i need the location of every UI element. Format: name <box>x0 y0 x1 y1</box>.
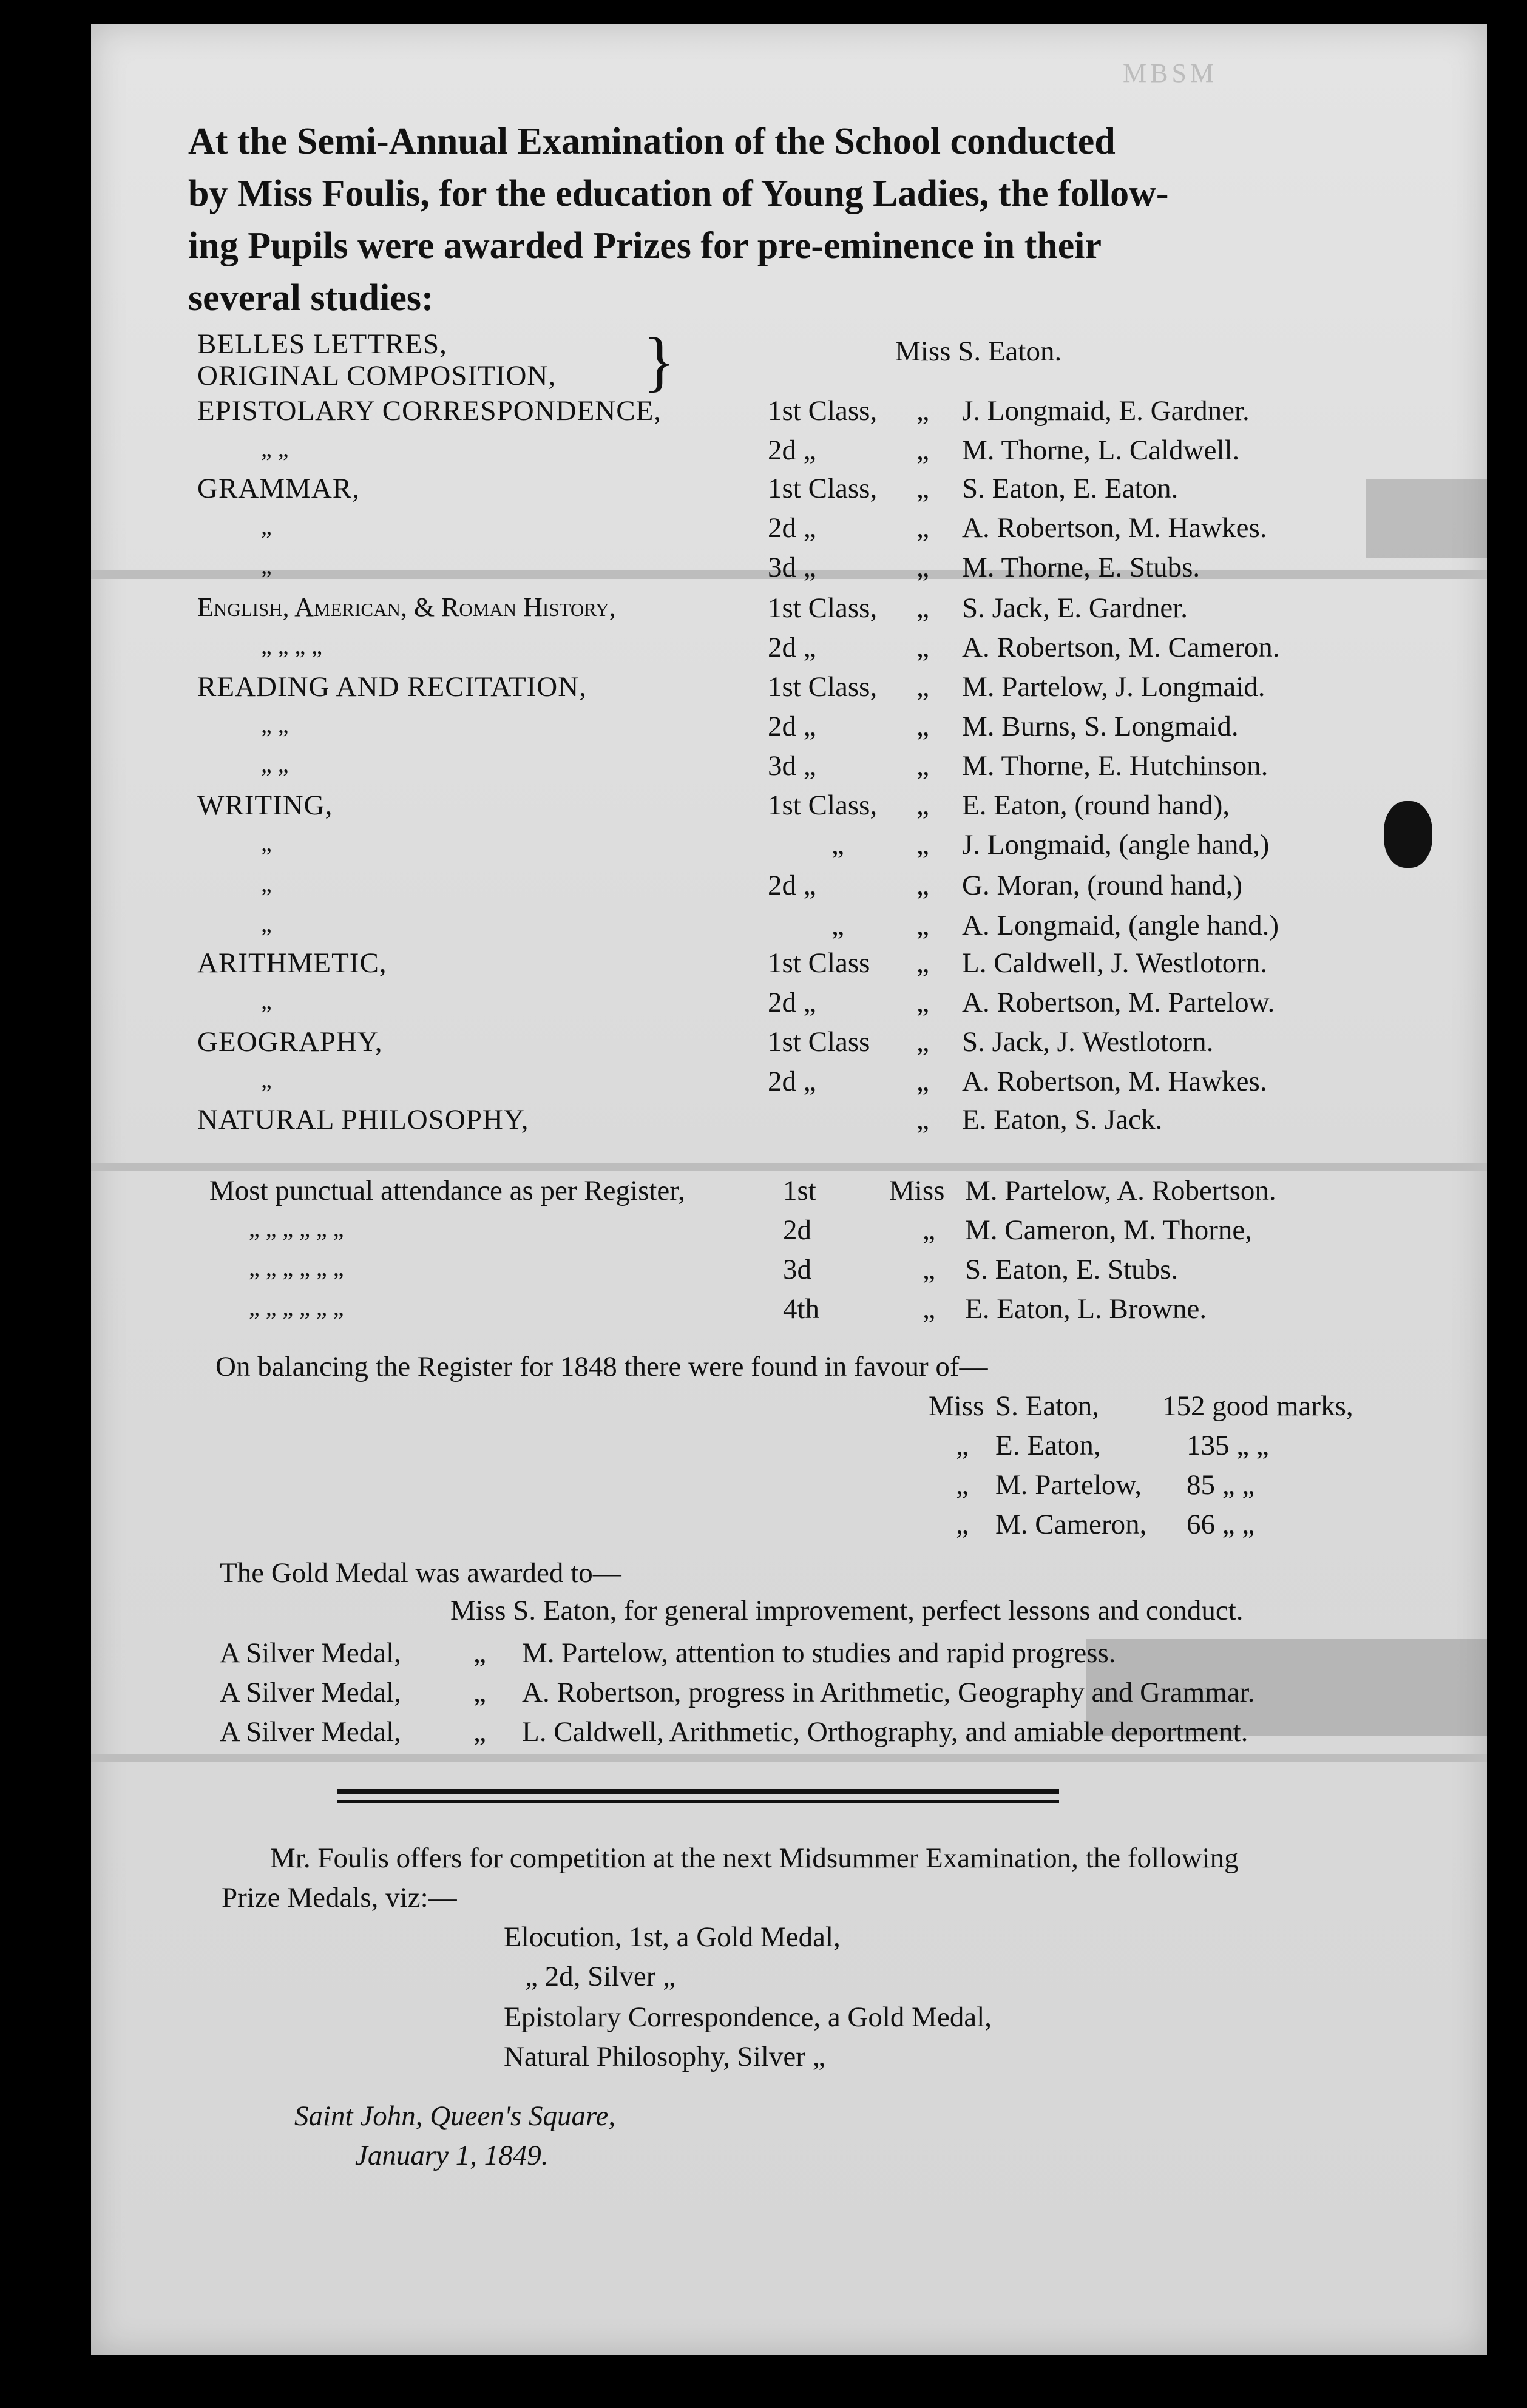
prize-ditto: „ <box>916 1066 929 1097</box>
silver-medal-label: A Silver Medal, <box>220 1716 401 1748</box>
offer-item: Epistolary Correspondence, a Gold Medal, <box>504 2001 992 2033</box>
prize-subject: „ „ <box>261 711 289 738</box>
title-line: several studies: <box>188 277 434 319</box>
prize-subject: „ <box>261 1066 272 1093</box>
prize-subject: „ <box>261 870 272 897</box>
fold-line <box>91 1754 1487 1762</box>
prize-ditto: „ <box>916 632 929 663</box>
prize-subject: GRAMMAR, <box>197 473 360 504</box>
prize-names: M. Partelow, J. Longmaid. <box>962 671 1265 703</box>
offer-line: Prize Medals, viz:— <box>222 1882 457 1913</box>
prize-ditto: „ <box>916 512 929 544</box>
attendance-label: „ „ „ „ „ „ <box>249 1293 344 1321</box>
offer-item: Natural Philosophy, Silver „ <box>504 2041 825 2072</box>
prize-class: 1st Class <box>768 947 870 979</box>
silver-medal-text: A. Robertson, progress in Arithmetic, Geography and Grammar. <box>522 1677 1255 1708</box>
attendance-ditto: Miss <box>889 1175 945 1206</box>
prize-names: M. Thorne, E. Stubs. <box>962 552 1200 583</box>
prize-class: 2d „ <box>768 870 816 901</box>
silver-medal-ditto: „ <box>473 1637 486 1669</box>
footer-place: Saint John, Queen's Square, <box>294 2100 616 2132</box>
prize-ditto: „ <box>916 790 929 821</box>
attendance-label: „ „ „ „ „ „ <box>249 1214 344 1242</box>
prize-names: E. Eaton, (round hand), <box>962 790 1230 821</box>
prize-subject: „ „ <box>261 435 289 462</box>
ink-blot <box>1384 801 1432 868</box>
brace: } <box>643 324 675 398</box>
prize-names: L. Caldwell, J. Westlotorn. <box>962 947 1268 979</box>
prize-class: 2d „ <box>768 987 816 1018</box>
register-ditto: „ <box>956 1469 969 1501</box>
silver-medal-ditto: „ <box>473 1716 486 1748</box>
paper-stain <box>1366 479 1487 558</box>
prize-class: 1st Class, <box>768 790 878 821</box>
subject-original-composition: ORIGINAL COMPOSITION, <box>197 360 557 391</box>
prize-ditto: „ <box>916 1026 929 1058</box>
prize-ditto: „ <box>916 987 929 1018</box>
prize-names: A. Robertson, M. Partelow. <box>962 987 1275 1018</box>
prize-class: 1st Class <box>768 1026 870 1058</box>
prize-subject: WRITING, <box>197 790 333 821</box>
prize-class: 1st Class, <box>768 395 878 427</box>
prize-ditto: „ <box>916 552 929 583</box>
prize-subject: EPISTOLARY CORRESPONDENCE, <box>197 395 662 427</box>
prize-class: 1st Class, <box>768 473 878 504</box>
fold-line <box>91 1163 1487 1171</box>
title-line: by Miss Foulis, for the education of Young Ladies, the follow- <box>188 173 1169 214</box>
prize-subject: „ <box>261 910 272 937</box>
silver-medal-text: M. Partelow, attention to studies and rapid progress. <box>522 1637 1116 1669</box>
prize-ditto: „ <box>916 1104 929 1135</box>
register-marks: 135 „ „ <box>1187 1430 1269 1461</box>
register-ditto: „ <box>956 1509 969 1540</box>
prize-ditto: „ <box>916 473 929 504</box>
prize-ditto: „ <box>916 910 929 941</box>
title-line: ing Pupils were awarded Prizes for pre-eminence in their <box>188 225 1102 266</box>
prize-names: A. Longmaid, (angle hand.) <box>962 910 1279 941</box>
attendance-place: 2d <box>783 1214 811 1246</box>
prize-ditto: „ <box>916 947 929 979</box>
footer-date: January 1, 1849. <box>355 2140 549 2171</box>
document-title <box>188 115 1372 324</box>
prize-class: 3d „ <box>768 552 816 583</box>
register-ditto: „ <box>956 1430 969 1461</box>
prize-subject: READING AND RECITATION, <box>197 671 587 703</box>
prize-class: „ <box>831 829 844 861</box>
prize-names: S. Eaton, E. Eaton. <box>962 473 1179 504</box>
attendance-ditto: „ <box>923 1214 935 1246</box>
silver-medal-label: A Silver Medal, <box>220 1637 401 1669</box>
register-name: S. Eaton, <box>995 1390 1100 1422</box>
prize-subject: „ „ <box>261 750 289 777</box>
attendance-label: „ „ „ „ „ „ <box>249 1254 344 1281</box>
prize-ditto: „ <box>916 829 929 861</box>
prize-class: 2d „ <box>768 1066 816 1097</box>
prize-names: G. Moran, (round hand,) <box>962 870 1243 901</box>
prize-subject: „ <box>261 512 272 539</box>
prize-ditto: „ <box>916 592 929 624</box>
offer-line: Mr. Foulis offers for competition at the next Midsummer Examination, the following <box>270 1842 1239 1874</box>
prize-class: 2d „ <box>768 512 816 544</box>
prize-subject: GEOGRAPHY, <box>197 1026 383 1058</box>
prize-subject: ARITHMETIC, <box>197 947 387 979</box>
prize-subject: „ <box>261 829 272 856</box>
prize-subject: „ <box>261 987 272 1014</box>
title-line: At the Semi-Annual Examination of the School conducted <box>188 121 1116 162</box>
prize-names: M. Thorne, L. Caldwell. <box>962 435 1240 466</box>
prize-names: A. Robertson, M. Hawkes. <box>962 512 1267 544</box>
register-intro: On balancing the Register for 1848 there were found in favour of— <box>215 1351 988 1382</box>
prize-subject: „ <box>261 552 272 579</box>
attendance-names: M. Cameron, M. Thorne, <box>965 1214 1252 1246</box>
register-name: M. Partelow, <box>995 1469 1142 1501</box>
gold-medal-winner: Miss S. Eaton, for general improvement, perfect lessons and conduct. <box>450 1595 1244 1626</box>
prize-names: A. Robertson, M. Cameron. <box>962 632 1280 663</box>
prize-ditto: „ <box>916 711 929 742</box>
attendance-names: S. Eaton, E. Stubs. <box>965 1254 1179 1285</box>
prize-class: 2d „ <box>768 711 816 742</box>
prize-class: 2d „ <box>768 435 816 466</box>
prize-names: M. Burns, S. Longmaid. <box>962 711 1239 742</box>
prize-names: E. Eaton, S. Jack. <box>962 1104 1163 1135</box>
register-marks: 152 good marks, <box>1162 1390 1353 1422</box>
attendance-ditto: „ <box>923 1254 935 1285</box>
divider-rule <box>337 1800 1059 1803</box>
prize-class: 1st Class, <box>768 671 878 703</box>
attendance-ditto: „ <box>923 1293 935 1325</box>
register-name: M. Cameron, <box>995 1509 1147 1540</box>
attendance-place: 4th <box>783 1293 820 1325</box>
silver-medal-ditto: „ <box>473 1677 486 1708</box>
offer-item: „ 2d, Silver „ <box>525 1961 675 1992</box>
prize-names: A. Robertson, M. Hawkes. <box>962 1066 1267 1097</box>
register-name: E. Eaton, <box>995 1430 1101 1461</box>
prize-names: J. Longmaid, (angle hand,) <box>962 829 1270 861</box>
prize-names: S. Jack, E. Gardner. <box>962 592 1188 624</box>
prize-ditto: „ <box>916 395 929 427</box>
belles-winner: Miss S. Eaton. <box>895 336 1062 367</box>
prize-ditto: „ <box>916 435 929 466</box>
prize-names: S. Jack, J. Westlotorn. <box>962 1026 1214 1058</box>
prize-names: J. Longmaid, E. Gardner. <box>962 395 1250 427</box>
register-ditto: Miss <box>929 1390 984 1422</box>
prize-ditto: „ <box>916 870 929 901</box>
prize-names: M. Thorne, E. Hutchinson. <box>962 750 1268 782</box>
prize-subject: NATURAL PHILOSOPHY, <box>197 1104 529 1135</box>
prize-class: „ <box>831 910 844 941</box>
attendance-names: M. Partelow, A. Robertson. <box>965 1175 1276 1206</box>
prize-ditto: „ <box>916 671 929 703</box>
prize-class: 2d „ <box>768 632 816 663</box>
register-marks: 66 „ „ <box>1187 1509 1255 1540</box>
offer-item: Elocution, 1st, a Gold Medal, <box>504 1921 841 1953</box>
prize-class: 3d „ <box>768 750 816 782</box>
attendance-names: E. Eaton, L. Browne. <box>965 1293 1207 1325</box>
silver-medal-text: L. Caldwell, Arithmetic, Orthography, and amiable deportment. <box>522 1716 1248 1748</box>
prize-class: 1st Class, <box>768 592 878 624</box>
archive-stamp: MBSM <box>1123 58 1218 88</box>
prize-ditto: „ <box>916 750 929 782</box>
divider-rule <box>337 1789 1059 1794</box>
attendance-label: Most punctual attendance as per Register, <box>209 1175 685 1206</box>
silver-medal-label: A Silver Medal, <box>220 1677 401 1708</box>
attendance-place: 1st <box>783 1175 816 1206</box>
attendance-place: 3d <box>783 1254 811 1285</box>
prize-subject: English, American, & Roman History, <box>197 592 616 622</box>
gold-medal-intro: The Gold Medal was awarded to— <box>220 1557 621 1589</box>
register-marks: 85 „ „ <box>1187 1469 1255 1501</box>
subject-belles-lettres: BELLES LETTRES, <box>197 328 447 360</box>
prize-subject: „ „ „ „ <box>261 632 323 659</box>
